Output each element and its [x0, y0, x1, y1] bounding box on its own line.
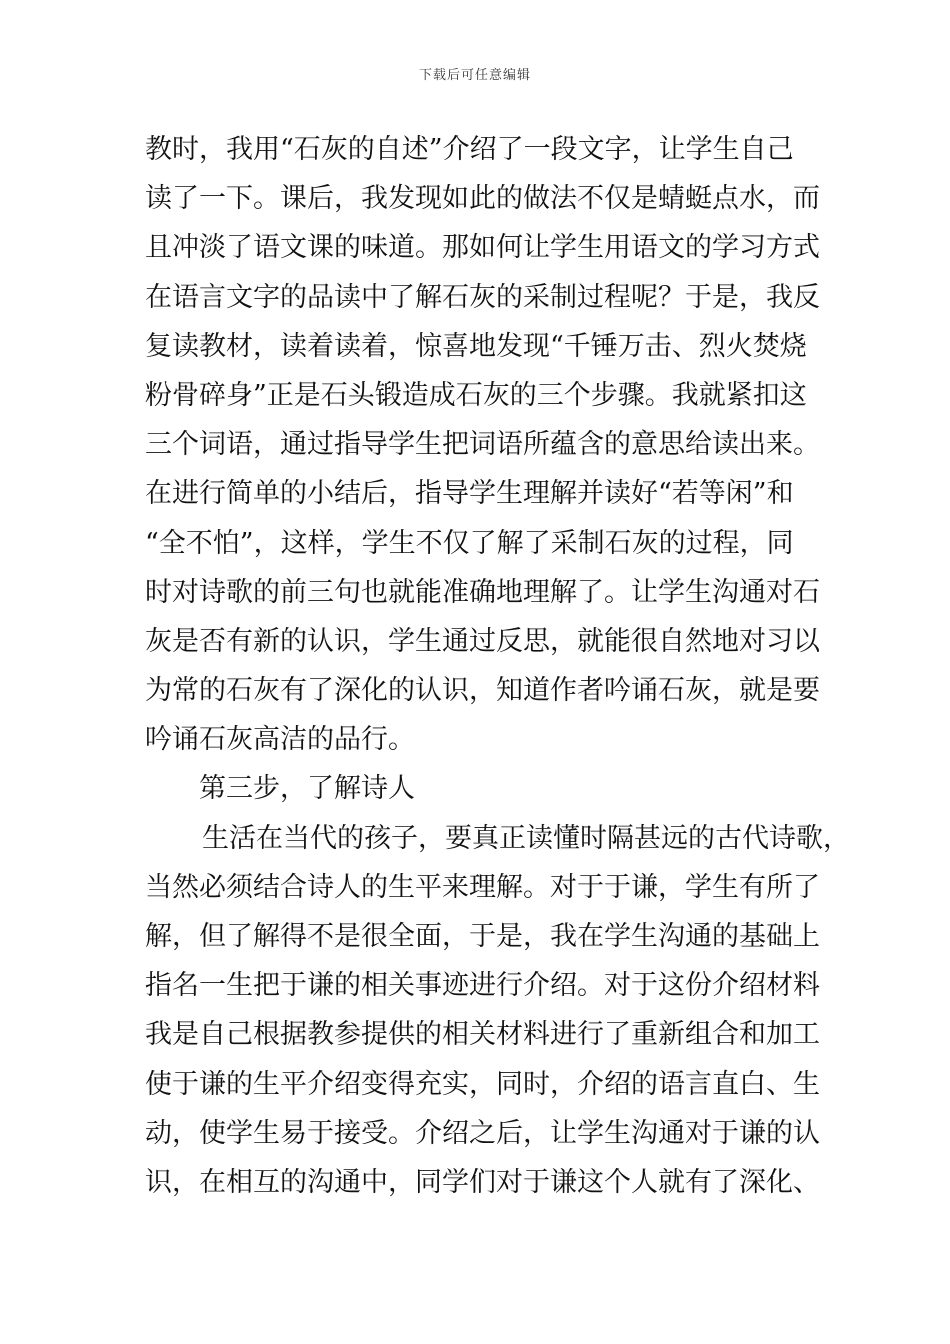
text-line: 教时，我用“石灰的自述”介绍了一段文字，让学生自己: [145, 134, 794, 165]
text-line: 时对诗歌的前三句也就能准确地理解了。让学生沟通对石: [145, 576, 820, 608]
text-line: 灰是否有新的认识，学生通过反思，就能很自然地对习以: [145, 625, 820, 657]
text-line: 三个词语，通过指导学生把词语所蕴含的意思给读出来。: [145, 429, 820, 461]
text-line: “全不怕”，这样，学生不仅了解了采制石灰的过程，同: [145, 527, 794, 559]
text-line: 生活在当代的孩子，要真正读懂时隔甚远的古代诗歌，: [202, 822, 850, 854]
text-line: 吟诵石灰高洁的品行。: [145, 724, 415, 756]
page-header: 下载后可任意编辑: [418, 68, 531, 83]
text-line: 使于谦的生平介绍变得充实，同时，介绍的语言直白、生: [145, 1068, 820, 1100]
text-line: 复读教材，读着读着，惊喜地发现“千锤万击、烈火焚烧: [145, 330, 807, 362]
text-line: 当然必须结合诗人的生平来理解。对于于谦，学生有所了: [145, 871, 820, 903]
text-line: 在进行简单的小结后，指导学生理解并读好“若等闲”和: [145, 478, 794, 510]
text-line: 识，在相互的沟通中，同学们对于谦这个人就有了深化、: [145, 1166, 820, 1198]
text-line: 在语言文字的品读中了解石灰的采制过程呢？于是，我反: [145, 281, 820, 313]
text-line: 粉骨碎身”正是石头锻造成石灰的三个步骤。我就紧扣这: [145, 379, 807, 411]
text-line: 且冲淡了语文课的味道。那如何让学生用语文的学习方式: [145, 232, 820, 264]
text-line: 指名一生把于谦的相关事迹进行介绍。对于这份介绍材料: [145, 970, 820, 1002]
document-body: [145, 125, 850, 1207]
text-line: 动，使学生易于接受。介绍之后，让学生沟通对于谦的认: [145, 1117, 820, 1149]
text-line: 解，但了解得不是很全面，于是，我在学生沟通的基础上: [145, 921, 820, 952]
text-line: 读了一下。课后，我发现如此的做法不仅是蜻蜓点水，而: [145, 183, 820, 215]
text-line: 为常的石灰有了深化的认识，知道作者吟诵石灰，就是要: [145, 675, 820, 707]
section-heading: 第三步，了解诗人: [199, 773, 415, 805]
text-line: 我是自己根据教参提供的相关材料进行了重新组合和加工: [145, 1019, 820, 1051]
